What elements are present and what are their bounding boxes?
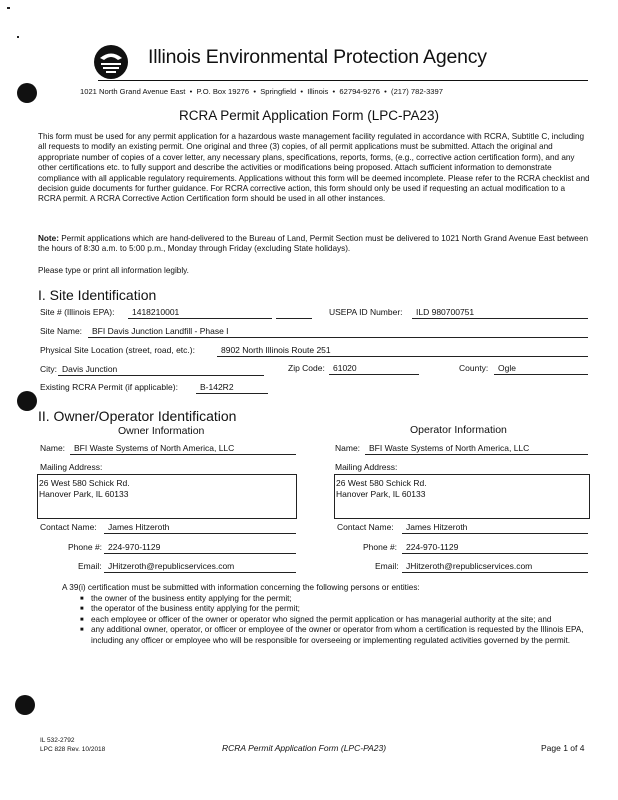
note-text: Permit applications which are hand-delivered to the Bureau of Land, Permit Section must be delivered to 1021 North Grand Avenue East between the hours of 8:30 a.m. to 5:00 p.m., Monday through Friday (excluding State holidays). [38,234,589,254]
county-value[interactable]: Ogle [498,363,516,373]
operator-title: Operator Information [410,424,507,436]
zip-value[interactable]: 61020 [333,363,357,373]
footer-title: RCRA Permit Application Form (LPC-PA23) [222,743,387,753]
note-paragraph [38,234,594,255]
operator-mailing-label: Mailing Address: [335,462,398,472]
usepa-line [412,318,588,319]
operator-address-box[interactable] [334,474,590,519]
zip-line [329,374,419,375]
speck [17,36,19,38]
list-item: ■ the operator of the business entity applying for the permit; [80,604,594,614]
site-number-value[interactable]: 1418210001 [132,307,180,317]
punch-hole-middle [17,391,37,411]
operator-address-line2: Hanover Park, IL 60133 [336,489,426,499]
operator-email-label: Email: [375,561,399,571]
type-instruction: Please type or print all information legibly. [38,266,189,275]
footer-page-number: Page 1 of 4 [541,743,585,753]
owner-email-value[interactable]: JHitzeroth@republicservices.com [108,561,235,571]
city-line [58,375,264,376]
owner-address-box[interactable] [37,474,297,519]
owner-contact-label: Contact Name: [40,522,97,532]
location-label: Physical Site Location (street, road, etc.): [40,345,195,355]
owner-title: Owner Information [118,425,205,437]
site-name-value[interactable]: BFI Davis Junction Landfill - Phase I [92,326,229,336]
agency-logo [93,44,129,80]
list-item: ■ any additional owner, operator, or officer or employee of the owner or operator from whom a certification is requested by the Illinois EPA, including any officer or employee who will be responsible for overseeing or implementing regulated activities governed by the permit. [80,625,594,646]
list-item: ■ each employee or officer of the owner or operator who signed the permit application or has managerial authority at the site; and [80,615,594,625]
owner-address-line2: Hanover Park, IL 60133 [39,489,129,499]
header-rule [98,80,588,81]
operator-email-line [402,572,588,573]
site-number-line-ext [276,318,312,319]
city-value[interactable]: Davis Junction [62,364,118,374]
operator-name-line [365,454,588,455]
owner-email-line [104,572,296,573]
city-label: City: [40,364,57,374]
list-item: ■ the owner of the business entity applying for the permit; [80,594,594,604]
punch-hole-bottom [15,695,35,715]
operator-contact-value[interactable]: James Hitzeroth [406,522,468,532]
certification-list [80,594,594,646]
operator-phone-line [402,553,588,554]
site-section-heading: I. Site Identification [38,287,157,303]
owner-phone-line [104,553,296,554]
operator-name-value[interactable]: BFI Waste Systems of North America, LLC [369,443,530,453]
operator-phone-label: Phone #: [363,542,398,552]
location-value[interactable]: 8902 North Illinois Route 251 [221,345,331,355]
form-title: RCRA Permit Application Form (LPC-PA23) [178,108,440,123]
county-label: County: [459,363,489,373]
owner-mailing-label: Mailing Address: [40,462,103,472]
speck [7,7,10,9]
owner-name-value[interactable]: BFI Waste Systems of North America, LLC [74,443,235,453]
operator-contact-line [402,533,588,534]
zip-label: Zip Code: [288,363,325,373]
owner-operator-heading: II. Owner/Operator Identification [38,408,237,424]
owner-name-label: Name: [40,443,66,453]
agency-address: 1021 North Grand Avenue East • P.O. Box 19276 • Springfield • Illinois • 62794-9276 • (217) 782-3397 [80,87,443,96]
agency-title: Illinois Environmental Protection Agency [148,46,487,68]
note-label: Note: [38,234,59,243]
site-number-label: Site # (Illinois EPA): [40,307,115,317]
owner-phone-label: Phone #: [68,542,103,552]
certification-intro: A 39(i) certification must be submitted with information concerning the following persons or entities: [62,583,420,592]
owner-name-line [70,454,296,455]
owner-address-line1: 26 West 580 Schick Rd. [39,478,130,488]
operator-phone-value[interactable]: 224-970-1129 [406,542,459,552]
usepa-label: USEPA ID Number: [329,307,403,317]
operator-address-line1: 26 West 580 Schick Rd. [336,478,427,488]
intro-paragraph: This form must be used for any permit application for a hazardous waste management facility regulated in accordance with RCRA, Subtitle C, including all requests to modify an existing permit. One original and three (3) copies, of all permit applications must be submitted. Attach the original and appropriate number of copies of a cover letter, any necessary plans, specifications, reports, forms, (e.g., corrective action certification form), and any other certifications etc. to fully support and describe the activities or modifications being proposed. Attach sufficient information to demonstrate compliance with all applicable regulatory requirements. Applications without this form will be deemed incomplete. Please refer to the RCRA checklist and decision guide documents for further guidance. For RCRA corrective action, this form should only be used if requesting an actual modification to a RCRA permit. A RCRA Corrective Action Certification form should be used in all other instances. [38,132,590,204]
footer-code-2: LPC 828 Rev. 10/2018 [40,746,106,753]
existing-permit-value[interactable]: B-142R2 [200,382,234,392]
operator-name-label: Name: [335,443,361,453]
existing-permit-line [196,393,268,394]
footer-code-1: IL 532-2792 [40,737,75,744]
existing-permit-label: Existing RCRA Permit (if applicable): [40,382,178,392]
punch-hole-top [17,83,37,103]
usepa-value[interactable]: ILD 980700751 [416,307,475,317]
site-name-label: Site Name: [40,326,83,336]
site-name-line [88,337,588,338]
owner-email-label: Email: [78,561,102,571]
operator-email-value[interactable]: JHitzeroth@republicservices.com [406,561,533,571]
owner-phone-value[interactable]: 224-970-1129 [108,542,161,552]
operator-contact-label: Contact Name: [337,522,394,532]
owner-contact-value[interactable]: James Hitzeroth [108,522,170,532]
owner-contact-line [104,533,296,534]
county-line [494,374,588,375]
site-number-line [128,318,272,319]
location-line [217,356,588,357]
